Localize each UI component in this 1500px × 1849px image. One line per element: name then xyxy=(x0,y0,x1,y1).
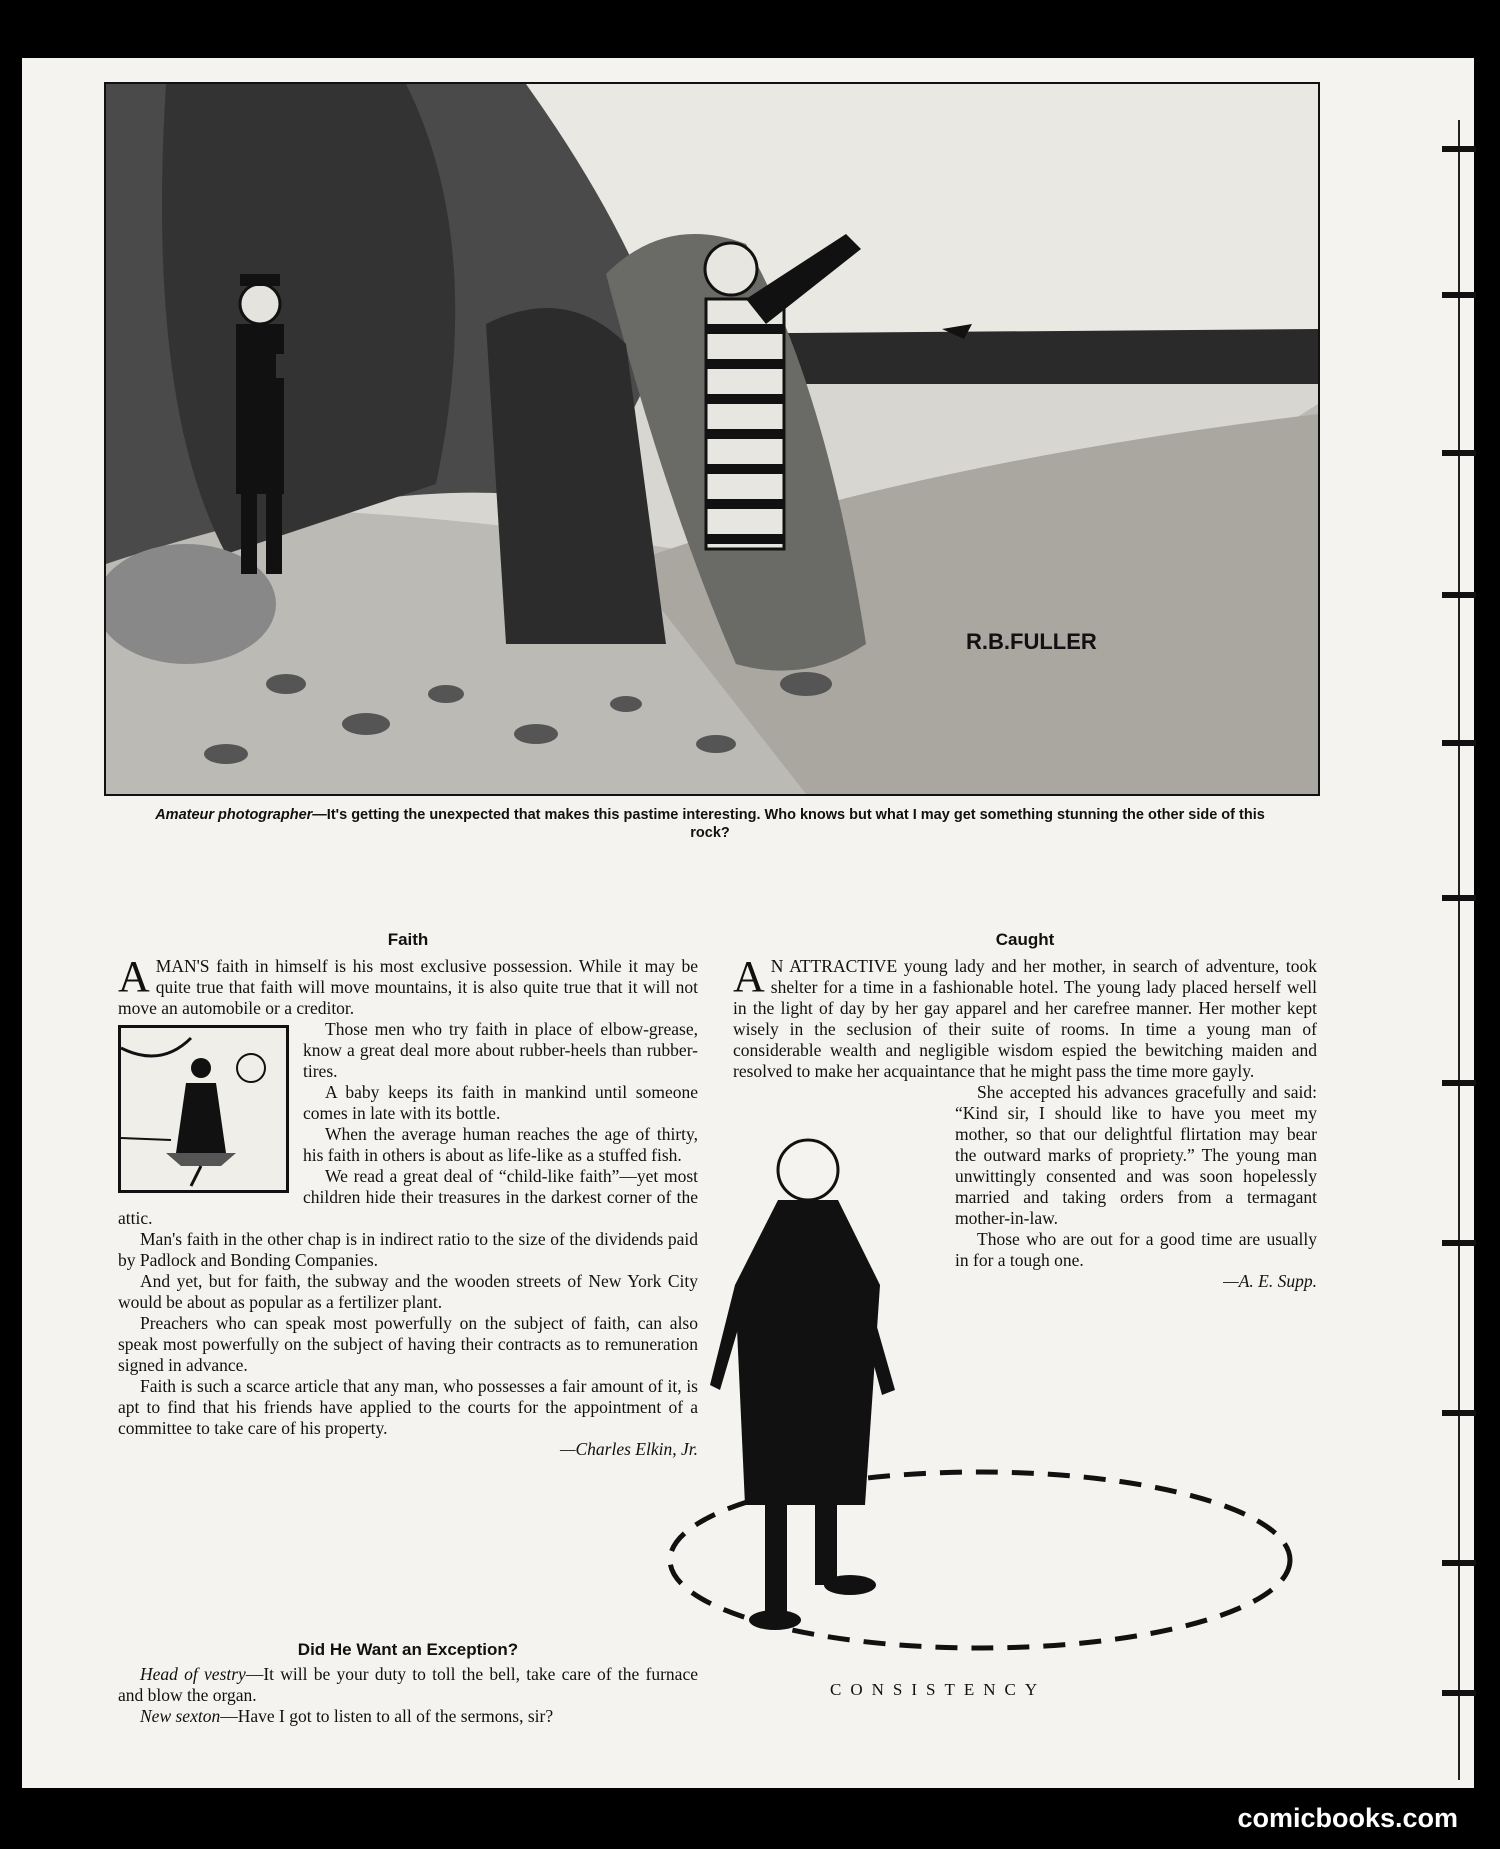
exception-title: Did He Want an Exception? xyxy=(297,1640,519,1659)
watermark: comicbooks.com xyxy=(1237,1803,1458,1833)
faith-lead: MAN'S faith in himself is his most exclusive possession. While it may be quite true that faith will move mountains, it is also quite true that it will not move an automobile or a creditor. xyxy=(118,956,698,1018)
illustration-caption xyxy=(150,806,1270,842)
faith-author: —Charles Elkin, Jr. xyxy=(559,1439,698,1459)
caught-dropcap: A xyxy=(733,952,765,1001)
vestry-speaker: Head of vestry xyxy=(140,1664,246,1684)
caught-lead: N ATTRACTIVE young lady and her mother, in search of adventure, took shelter for a time in a fashionable hotel. The young lady placed herself well in the light of day by her gay apparel and her carefree manner. Her mother kept wisely in the seclusion of their suite of rooms. In time a young man of considerable wealth and negligible wisdom espied the bewitching maiden and resolved to make her acquaintance that he might pass the time more gayly. xyxy=(733,956,1317,1081)
caught-author: —A. E. Supp. xyxy=(1223,1271,1317,1291)
consistency-cartoon xyxy=(650,1115,1330,1675)
vestry-line: —It will be your duty to toll the bell, take care of the furnace and blow the organ. xyxy=(118,1664,698,1705)
faith-para-4: We read a great deal of “child-like faith”—yet most children hide their treasures in the darkest corner of the attic. xyxy=(118,1166,698,1228)
faith-para-8: Faith is such a scarce article that any man, who possesses a fair amount of it, is apt to find that his friends have applied to the courts for the appointment of a committee to take care of his property. xyxy=(118,1376,698,1438)
faith-vignette xyxy=(118,1025,289,1193)
sexton-line: —Have I got to listen to all of the sermons, sir? xyxy=(220,1706,554,1726)
faith-para-1: Those men who try faith in place of elbow-grease, know a great deal more about rubber-heels than rubber-tires. xyxy=(303,1019,698,1081)
faith-para-6: And yet, but for faith, the subway and the wooden streets of New York City would be about as popular as a fertilizer plant. xyxy=(118,1271,698,1312)
faith-para-3: When the average human reaches the age of thirty, his faith in others is about as life-like as a stuffed fish. xyxy=(303,1124,698,1165)
beach-illustration xyxy=(104,82,1320,796)
page-binding xyxy=(1440,120,1476,1780)
caption-speaker: Amateur photographer xyxy=(155,807,313,823)
sexton-speaker: New sexton xyxy=(140,1706,221,1726)
faith-title: Faith xyxy=(387,930,429,949)
caught-para-2: She accepted his advances gracefully and said: “Kind sir, I should like to have you meet my mother, so that our delightful flirtation may bear the outward marks of propriety.” The young man unwittingly consented and was soon hopelessly married and taking orders from a termagant mother-in-law. xyxy=(955,1082,1317,1228)
faith-para-5: Man's faith in the other chap is in indirect ratio to the size of the dividends paid by Padlock and Bonding Companies. xyxy=(118,1229,698,1270)
cartoon-caption: CONSISTENCY xyxy=(830,1680,1047,1699)
illustration-signature: R.B.FULLER xyxy=(966,629,1097,654)
caught-para-3: Those who are out for a good time are usually in for a tough one. xyxy=(955,1229,1317,1270)
faith-article xyxy=(118,952,698,1460)
caption-text: —It's getting the unexpected that makes this pastime interesting. Who knows but what I may get something stunning the other side of this rock? xyxy=(312,807,1265,841)
caught-title: Caught xyxy=(995,930,1055,949)
faith-para-2: A baby keeps its faith in mankind until someone comes in late with its bottle. xyxy=(303,1082,698,1123)
faith-para-7: Preachers who can speak most powerfully on the subject of faith, can also speak most powerfully on the subject of having their contracts as to remuneration signed in advance. xyxy=(118,1313,698,1375)
exception-article xyxy=(118,1664,698,1727)
faith-dropcap: A xyxy=(118,952,150,1001)
